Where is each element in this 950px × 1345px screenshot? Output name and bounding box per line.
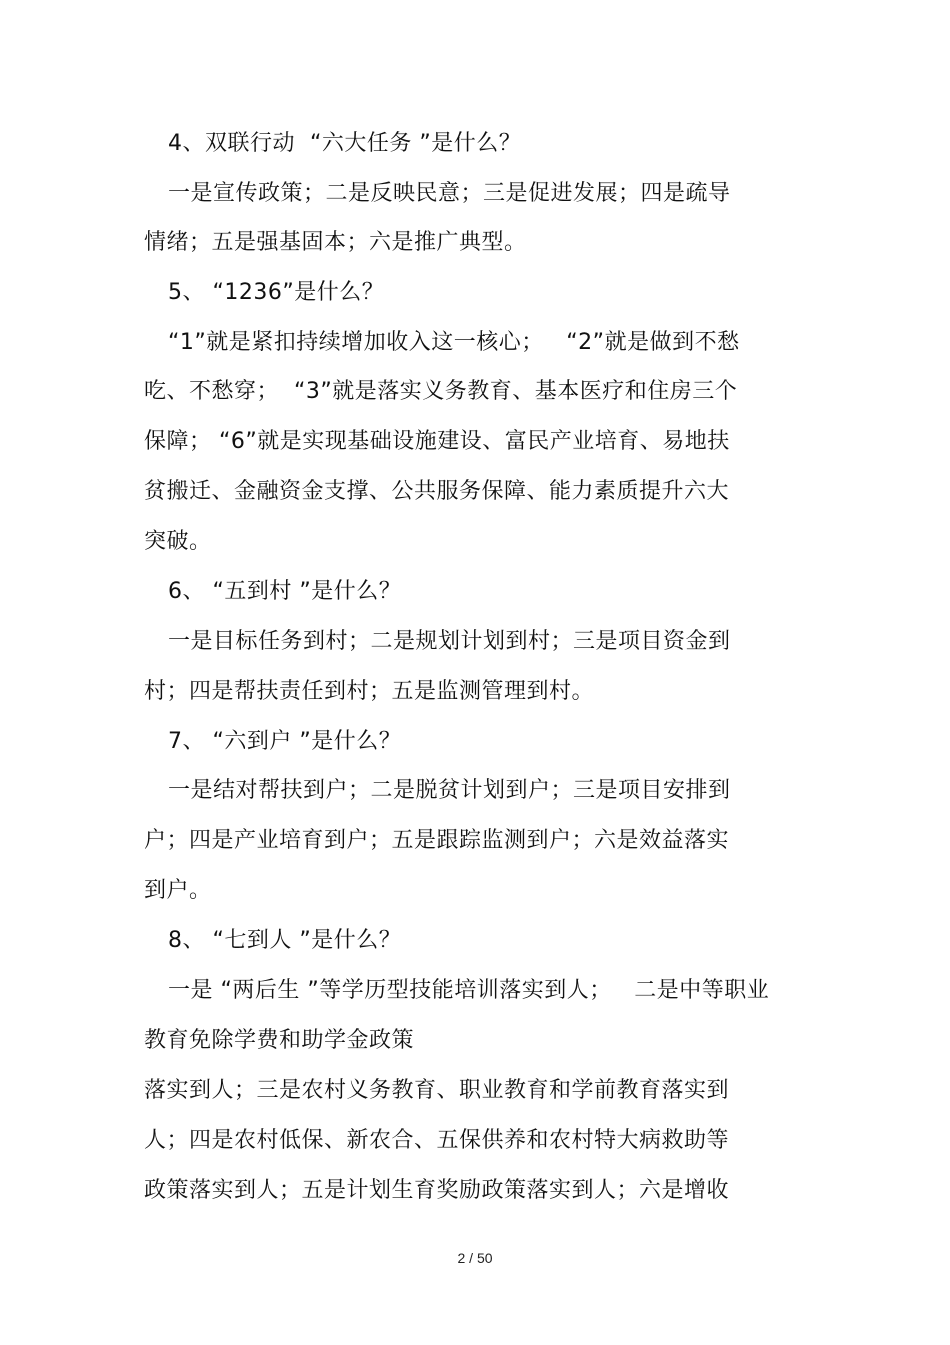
heading-q7: 7、 “六到户 ”是什么？ <box>168 729 402 754</box>
paragraph-line: 保障； “6”就是实现基础设施建设、富民产业培育、易地扶 <box>144 429 730 454</box>
heading-q6: 6、 “五到村 ”是什么？ <box>168 579 402 604</box>
paragraph-line: 情绪；五是强基固本；六是推广典型。 <box>144 230 527 255</box>
paragraph-line: 一是宣传政策；二是反映民意；三是促进发展；四是疏导 <box>168 181 731 206</box>
paragraph-line: 一是目标任务到村；二是规划计划到村；三是项目资金到 <box>168 629 731 654</box>
heading-q8: 8、 “七到人 ”是什么？ <box>168 928 402 953</box>
paragraph-line: 教育免除学费和助学金政策 <box>144 1028 415 1053</box>
paragraph-line: 到户。 <box>144 878 212 903</box>
paragraph-line: 落实到人；三是农村义务教育、职业教育和学前教育落实到 <box>144 1078 730 1103</box>
paragraph-line: 突破。 <box>144 529 212 554</box>
heading-q5: 5、 “1236”是什么？ <box>168 280 385 305</box>
paragraph-line: 户；四是产业培育到户；五是跟踪监测到户；六是效益落实 <box>144 828 730 853</box>
paragraph-line: “1”就是紧扣持续增加收入这一核心； “2”就是做到不愁 <box>168 330 740 355</box>
paragraph-line: 人；四是农村低保、新农合、五保供养和农村特大病救助等 <box>144 1128 730 1153</box>
paragraph-line: 村；四是帮扶责任到村；五是监测管理到村。 <box>144 679 595 704</box>
paragraph-line: 一是结对帮扶到户；二是脱贫计划到户；三是项目安排到 <box>168 778 731 803</box>
paragraph-line: 政策落实到人；五是计划生育奖励政策落实到人；六是增收 <box>144 1178 730 1203</box>
heading-q4: 4、双联行动 “六大任务 ”是什么？ <box>168 131 522 156</box>
paragraph-line: 一是 “两后生 ”等学历型技能培训落实到人； 二是中等职业 <box>168 978 770 1003</box>
paragraph-line: 吃、不愁穿； “3”就是落实义务教育、基本医疗和住房三个 <box>144 379 738 404</box>
page-number: 2 / 50 <box>457 1250 493 1266</box>
paragraph-line: 贫搬迁、金融资金支撑、公共服务保障、能力素质提升六大 <box>144 479 730 504</box>
